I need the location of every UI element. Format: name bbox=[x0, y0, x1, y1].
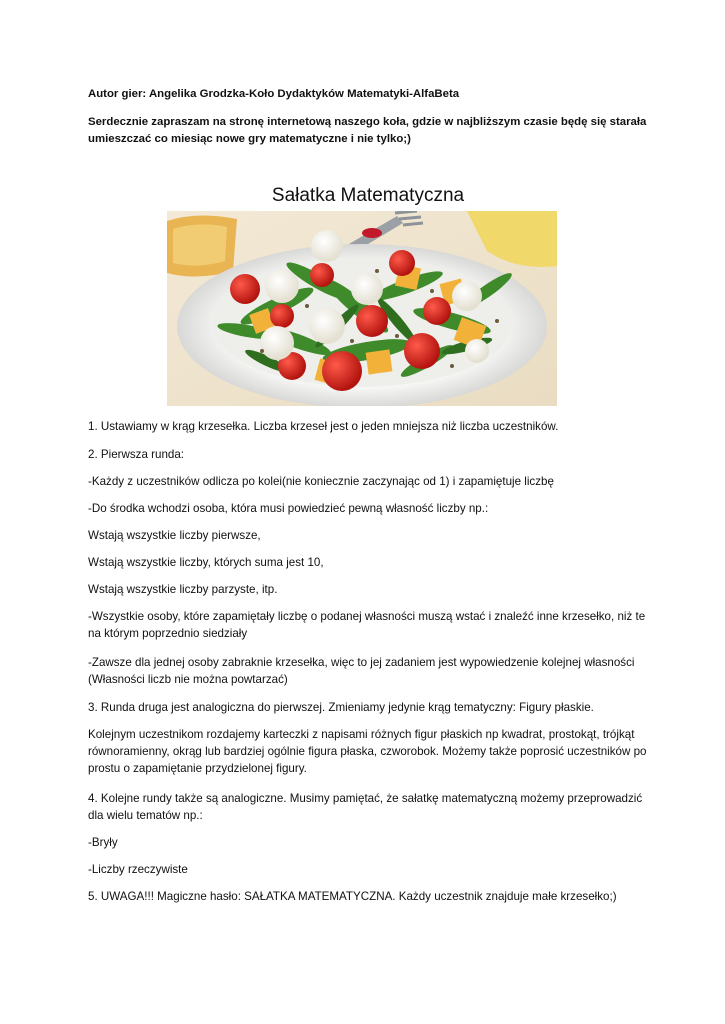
rule-missing-chair: -Zawsze dla jednej osoby zabraknie krzesełka, więc to jej zadaniem jest wypowiedzenie kolejnej własności (Własności liczb nie można powtarzać) bbox=[88, 656, 635, 686]
round-2-details: Kolejnym uczestnikom rozdajemy karteczki z napisami różnych figur płaskich np kwadrat, prostokąt, trójkąt równoramienny, okrąg lub bardziej ogólnie figura płaska, czworobok. Możemy także poprosić uczestników po prostu o zapamiętanie przydzielonej figury. bbox=[88, 728, 647, 775]
round-2: 3. Runda druga jest analogiczna do pierwszej. Zmieniamy jedynie krąg tematyczny: Figury płaskie. bbox=[88, 701, 594, 714]
author-line: Autor gier: Angelika Grodzka-Koło Dydaktyków Matematyki-AlfaBeta bbox=[88, 88, 460, 100]
rule-1: 1. Ustawiamy w krąg krzesełka. Liczba krzeseł jest o jeden mniejsza niż liczba uczestników. bbox=[88, 420, 559, 433]
page-title: Sałatka Matematyczna bbox=[271, 185, 465, 206]
topic-solids: -Bryły bbox=[88, 836, 118, 849]
example-primes: Wstają wszystkie liczby pierwsze, bbox=[88, 529, 261, 542]
round-1-heading: 2. Pierwsza runda: bbox=[88, 448, 185, 461]
rule-count: -Każdy z uczestników odlicza po kolei(nie koniecznie zaczynając od 1) i zapamiętuje liczbę bbox=[88, 475, 554, 488]
salad-illustration bbox=[167, 211, 557, 406]
invitation-text: Serdecznie zapraszam na stronę internetową naszego koła, gdzie w najbliższym czasie będę się starała umieszczać co miesiąc nowe gry matematyczne i nie tylko;) bbox=[88, 116, 647, 145]
round-next: 4. Kolejne rundy także są analogiczne. Musimy pamiętać, że sałatkę matematyczną możemy przeprowadzić dla wielu tematów np.: bbox=[88, 792, 643, 822]
example-sum: Wstają wszystkie liczby, których suma jest 10, bbox=[88, 556, 324, 569]
salad-photo bbox=[167, 211, 557, 406]
rule-magic-word: 5. UWAGA!!! Magiczne hasło: SAŁATKA MATEMATYCZNA. Każdy uczestnik znajduje małe krzesełko;) bbox=[88, 890, 617, 903]
topic-real-numbers: -Liczby rzeczywiste bbox=[88, 863, 188, 876]
example-even: Wstają wszystkie liczby parzyste, itp. bbox=[88, 583, 278, 596]
rule-stand: -Wszystkie osoby, które zapamiętały liczbę o podanej własności muszą wstać i znaleźć inne krzesełko, niż te na którym poprzednio siedziały bbox=[88, 610, 646, 640]
rule-center: -Do środka wchodzi osoba, która musi powiedzieć pewną własność liczby np.: bbox=[88, 502, 489, 515]
